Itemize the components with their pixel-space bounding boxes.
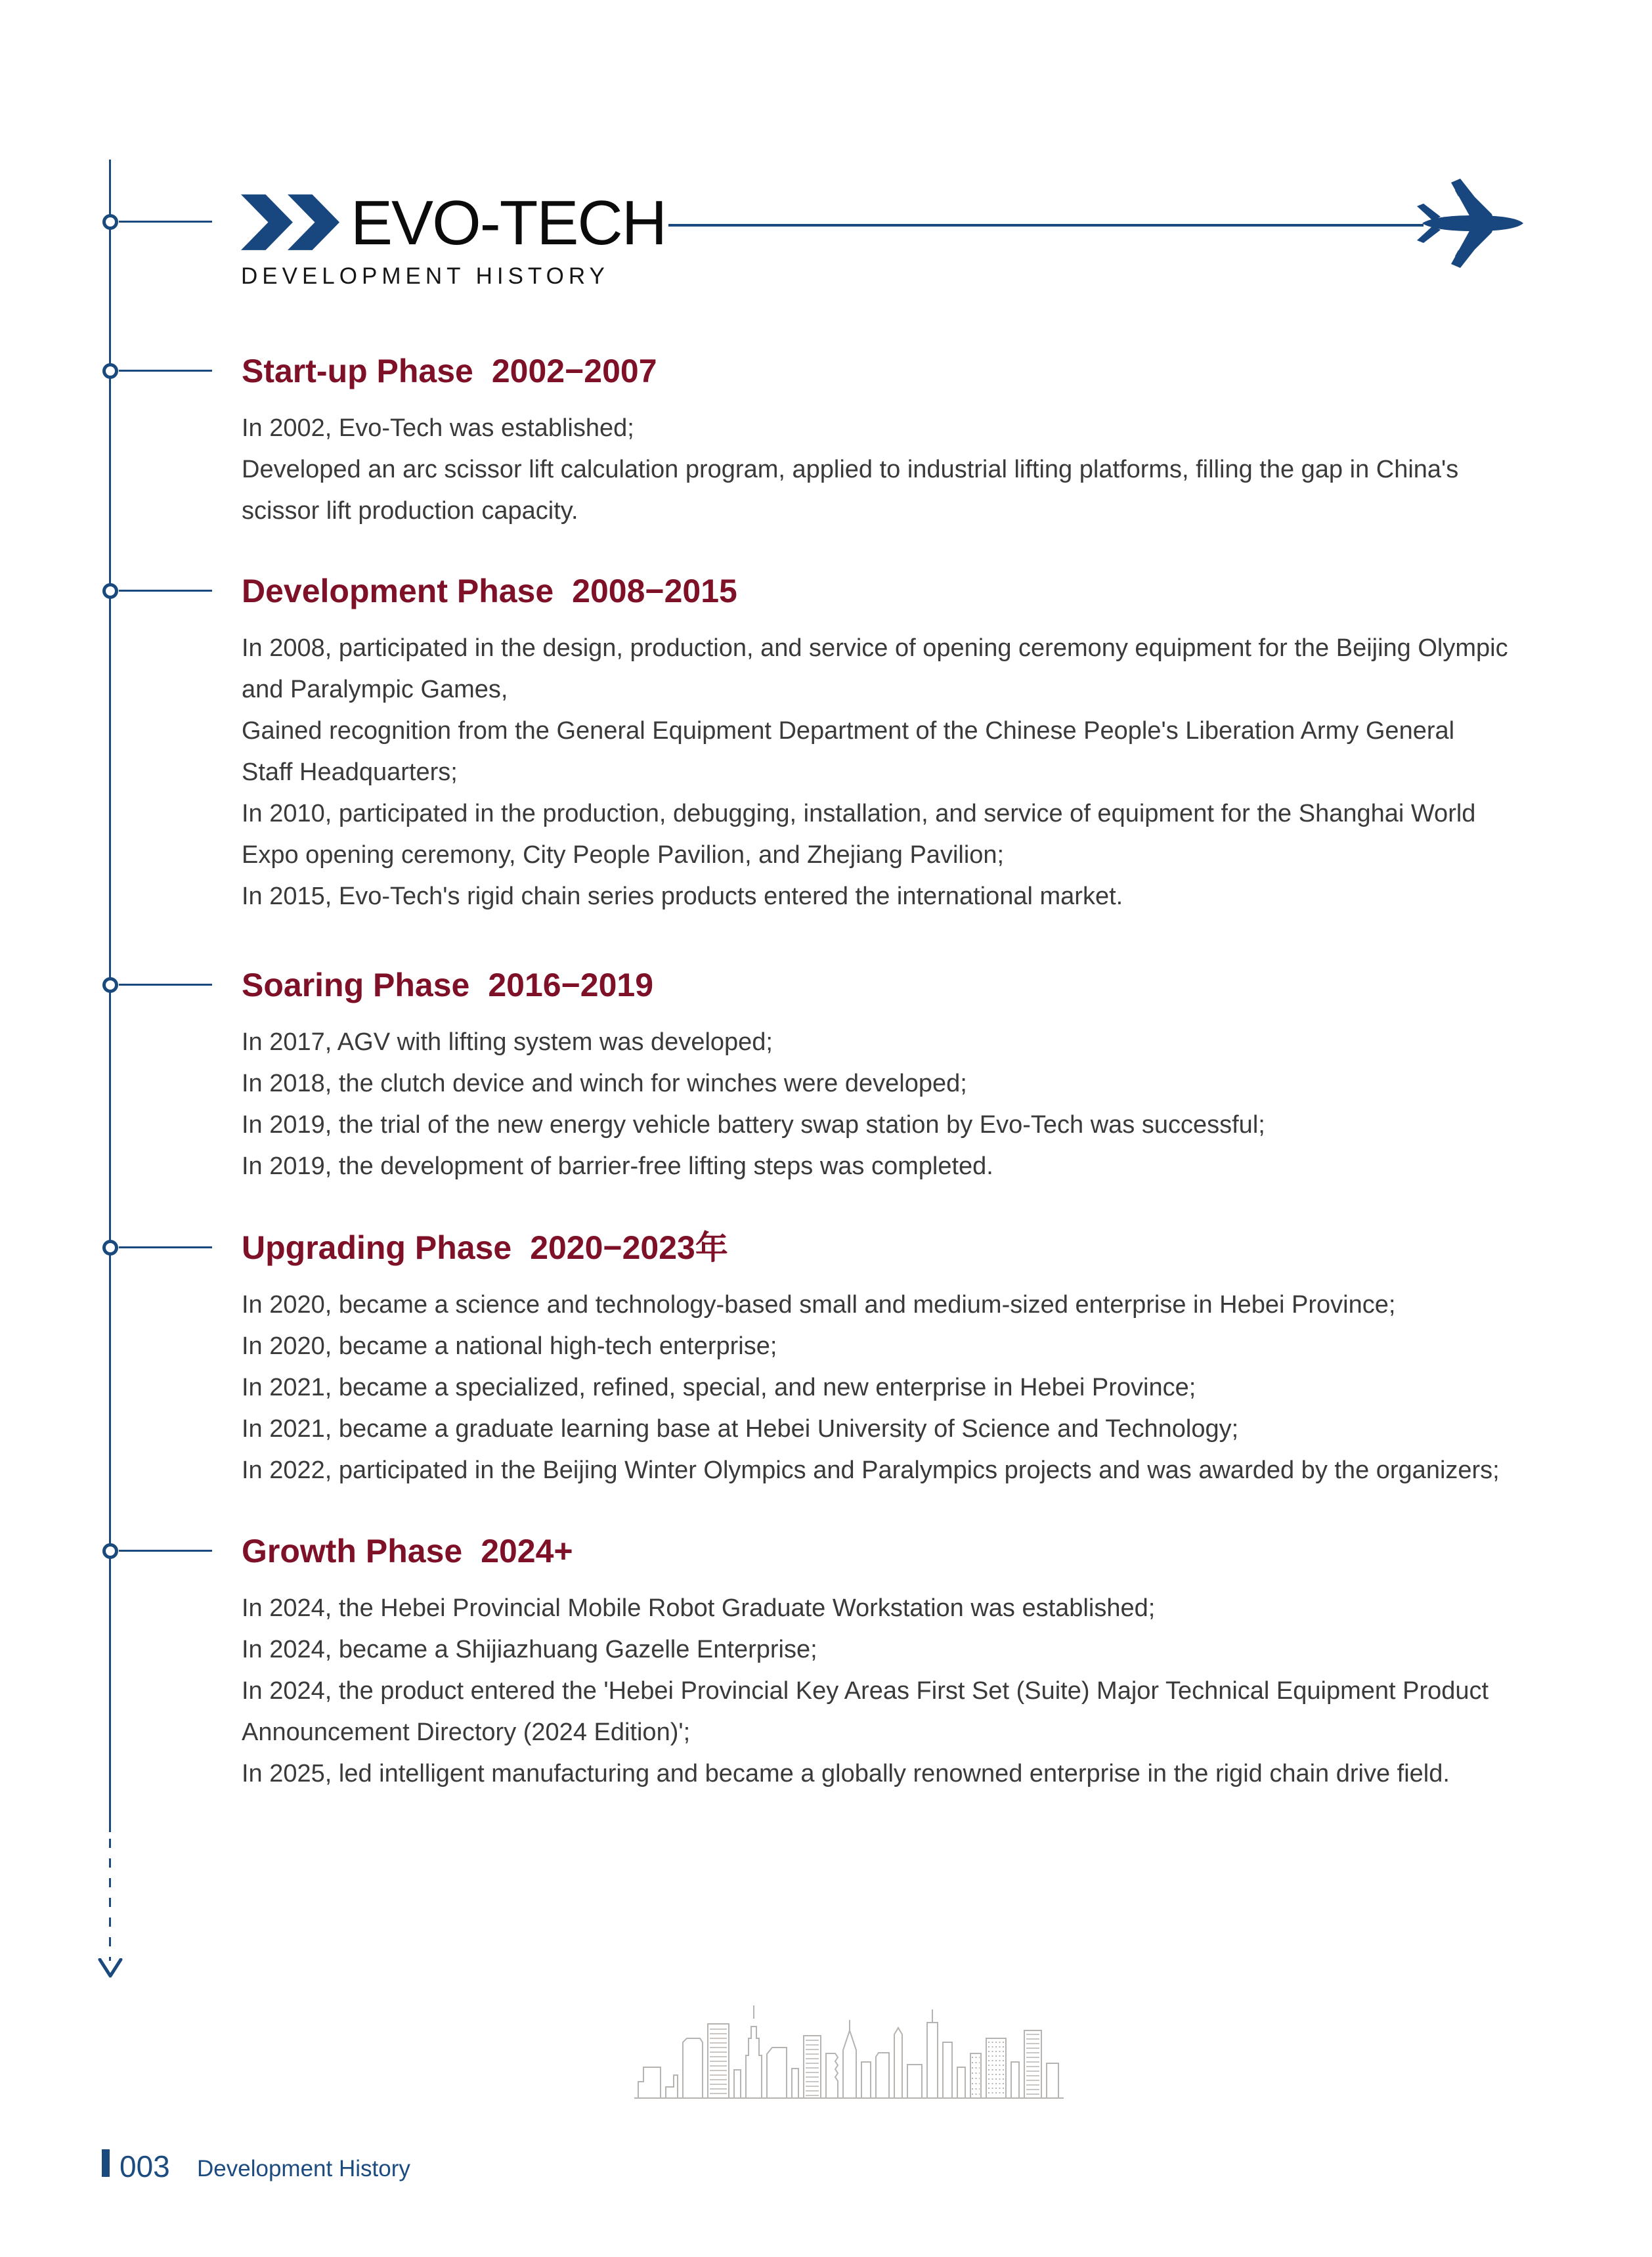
phase-paragraph: Gained recognition from the General Equipment Department of the Chinese People's Liberation Army General Staff Headquarters;: [242, 717, 1455, 786]
timeline-connector-line: [119, 1246, 212, 1248]
timeline-connector-line: [119, 984, 212, 986]
phase-paragraph: In 2020, became a science and technology-based small and medium-sized enterprise in Hebei Province;: [242, 1291, 1396, 1319]
phase-body: [242, 1284, 1512, 1491]
phase-paragraph: In 2002, Evo-Tech was established;: [242, 414, 634, 442]
phase-title-label: Growth Phase: [242, 1533, 463, 1569]
phase-years: 2008−2015: [572, 573, 737, 609]
phase-title: [242, 1534, 1512, 1568]
timeline-connector-line: [119, 221, 212, 223]
phase-paragraph: In 2019, the trial of the new energy vehicle battery swap station by Evo-Tech was successful;: [242, 1111, 1265, 1139]
timeline-node-icon: [102, 583, 118, 599]
timeline-node-icon: [102, 214, 118, 230]
timeline-dashed-line: [109, 1839, 111, 1961]
phase-section-growth: [242, 1534, 1512, 1795]
timeline-line: [109, 160, 111, 1832]
phase-title-label: Soaring Phase: [242, 967, 470, 1003]
phase-paragraph: In 2020, became a national high-tech enterprise;: [242, 1332, 777, 1360]
airplane-icon: [1413, 175, 1529, 272]
timeline-node-icon: [102, 1543, 118, 1559]
phase-years: 2016−2019: [488, 967, 654, 1003]
phase-paragraph: In 2015, Evo-Tech's rigid chain series products entered the international market.: [242, 883, 1123, 910]
brand-title: EVO-TECH: [351, 188, 666, 258]
phase-body: [242, 628, 1512, 917]
phase-paragraph: In 2021, became a specialized, refined, special, and new enterprise in Hebei Province;: [242, 1374, 1196, 1401]
phase-years: 2020−2023年: [530, 1229, 728, 1266]
footer-accent-bar: [102, 2149, 110, 2177]
phase-section-startup: [242, 354, 1512, 532]
header-subtitle: DEVELOPMENT HISTORY: [241, 263, 609, 289]
phase-title: [242, 574, 1512, 608]
phase-body: [242, 408, 1512, 532]
timeline-node-icon: [102, 363, 118, 379]
phase-paragraph: In 2024, the Hebei Provincial Mobile Robot Graduate Workstation was established;: [242, 1594, 1156, 1622]
phase-paragraph: In 2022, participated in the Beijing Winter Olympics and Paralympics projects and was awarded by the organizers;: [242, 1457, 1500, 1484]
phase-body: [242, 1588, 1512, 1795]
phase-paragraph: In 2010, participated in the production, debugging, installation, and service of equipment for the Shanghai World Expo opening ceremony, City People Pavilion, and Zhejiang Pavilion;: [242, 800, 1476, 869]
phase-paragraph: In 2021, became a graduate learning base at Hebei University of Science and Technology;: [242, 1415, 1239, 1443]
timeline-connector-line: [119, 590, 212, 592]
timeline-node-icon: [102, 977, 118, 993]
page-number: 003: [120, 2149, 170, 2183]
phase-title-label: Upgrading Phase: [242, 1229, 512, 1266]
phase-paragraph: In 2017, AGV with lifting system was developed;: [242, 1028, 773, 1056]
chevron-down-icon: [98, 1958, 123, 1979]
phase-title: [242, 968, 1512, 1002]
phase-section-development: [242, 574, 1512, 917]
phase-title: [242, 354, 1512, 388]
phase-section-upgrading: [242, 1231, 1512, 1491]
phase-paragraph: In 2018, the clutch device and winch for winches were developed;: [242, 1070, 967, 1097]
phase-body: [242, 1022, 1512, 1187]
city-skyline-art: [634, 2004, 1064, 2100]
footer-label: Development History: [197, 2156, 410, 2181]
phase-paragraph: In 2024, the product entered the 'Hebei Provincial Key Areas First Set (Suite) Major Technical Equipment Product Announcement Directory (2024 Edition)';: [242, 1677, 1489, 1746]
phase-years: 2024+: [481, 1533, 573, 1569]
phase-title-label: Development Phase: [242, 573, 554, 609]
timeline-connector-line: [119, 1550, 212, 1552]
phase-paragraph: In 2008, participated in the design, production, and service of opening ceremony equipment for the Beijing Olympic and Paralympic Games,: [242, 634, 1508, 703]
double-chevron-right-icon: [241, 194, 339, 250]
timeline-connector-line: [119, 370, 212, 372]
phase-title-label: Start-up Phase: [242, 353, 473, 389]
phase-title: [242, 1231, 1512, 1265]
phase-paragraph: In 2019, the development of barrier-free lifting steps was completed.: [242, 1152, 993, 1180]
phase-years: 2002−2007: [491, 353, 657, 389]
phase-paragraph: In 2024, became a Shijiazhuang Gazelle Enterprise;: [242, 1636, 817, 1663]
timeline-node-icon: [102, 1240, 118, 1256]
phase-section-soaring: [242, 968, 1512, 1187]
phase-paragraph: In 2025, led intelligent manufacturing and became a globally renowned enterprise in the rigid chain drive field.: [242, 1760, 1450, 1787]
phase-paragraph: Developed an arc scissor lift calculation program, applied to industrial lifting platforms, filling the gap in China's scissor lift production capacity.: [242, 456, 1459, 525]
header-rule-line: [668, 224, 1424, 227]
